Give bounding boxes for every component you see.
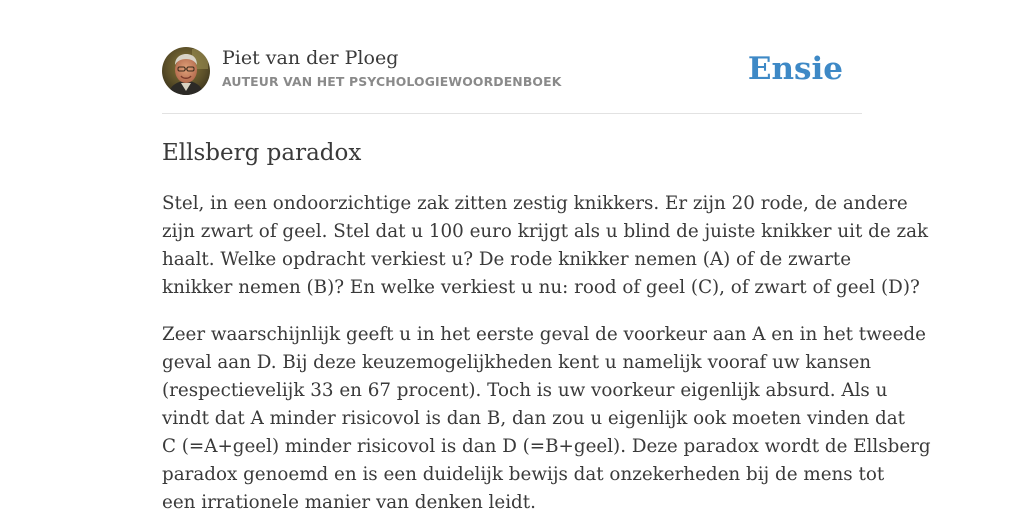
paragraph-line: zijn zwart of geel. Stel dat u 100 euro krijgt als u blind de juiste knikker uit de zak	[162, 221, 929, 242]
paragraph-line: geval aan D. Bij deze keuzemogelijkheden kent u namelijk vooraf uw kansen	[162, 352, 872, 373]
paragraph-line: Stel, in een ondoorzichtige zak zitten zestig knikkers. Er zijn 20 rode, de andere	[162, 193, 908, 214]
paragraph-line: haalt. Welke opdracht verkiest u? De rode knikker nemen (A) of de zwarte	[162, 249, 852, 270]
avatar[interactable]	[162, 47, 210, 95]
divider	[162, 113, 862, 114]
brand-logo[interactable]: Ensie	[747, 51, 843, 87]
page	[162, 0, 931, 512]
page-title: Ellsberg paradox	[162, 140, 362, 166]
author-header	[162, 46, 862, 96]
paragraph-line: (respectievelijk 33 en 67 procent). Toch is uw voorkeur eigenlijk absurd. Als u	[162, 380, 888, 401]
paragraph-line: een irrationele manier van denken leidt.	[162, 492, 536, 512]
paragraph-line: vindt dat A minder risicovol is dan B, dan zou u eigenlijk ook moeten vinden dat	[162, 408, 905, 429]
paragraph-1	[162, 190, 929, 302]
paragraph-line: knikker nemen (B)? En welke verkiest u nu: rood of geel (C), of zwart of geel (D)?	[162, 277, 920, 298]
author-photo	[162, 47, 210, 95]
paragraph-line: Zeer waarschijnlijk geeft u in het eerste geval de voorkeur aan A en in het tweede	[162, 324, 926, 345]
paragraph-line: C (=A+geel) minder risicovol is dan D (=B+geel). Deze paradox wordt de Ellsberg	[162, 436, 931, 457]
author-role: AUTEUR VAN HET PSYCHOLOGIEWOORDENBOEK	[222, 74, 562, 89]
paragraph-line: paradox genoemd en is een duidelijk bewijs dat onzekerheden bij de mens tot	[162, 464, 885, 485]
author-name[interactable]: Piet van der Ploeg	[222, 47, 399, 69]
paragraph-2	[162, 321, 931, 512]
